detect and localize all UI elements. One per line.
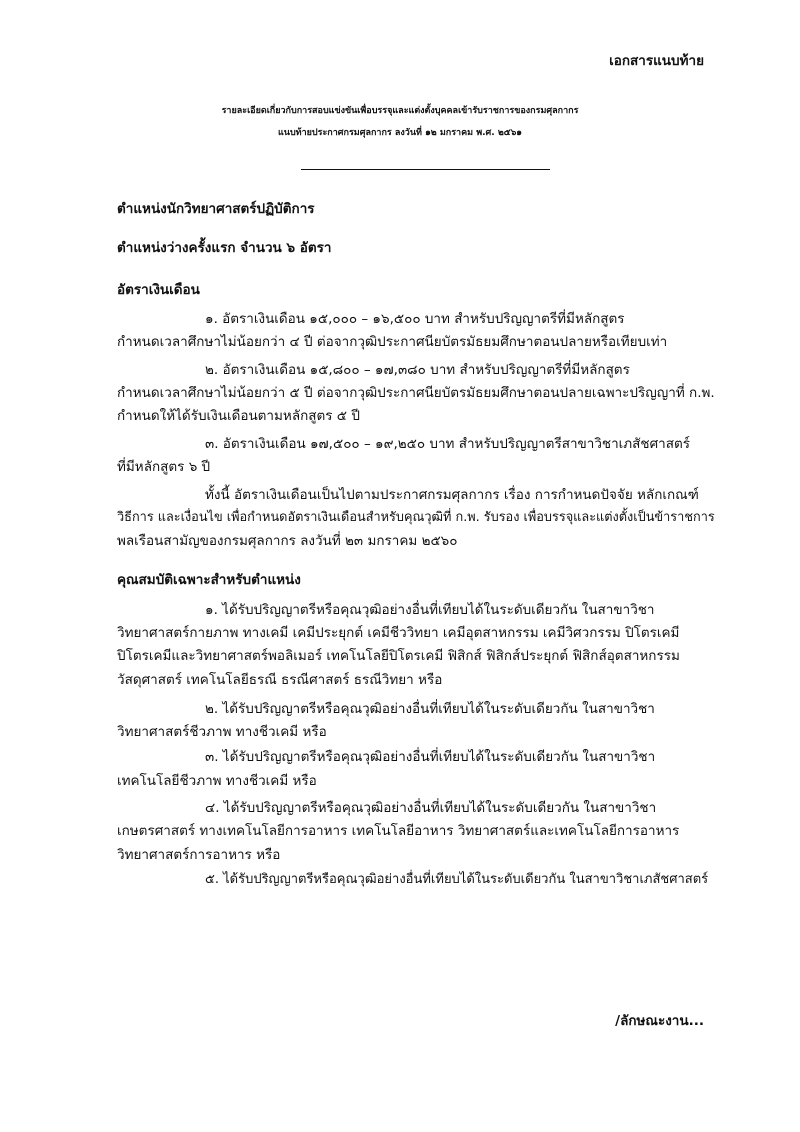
- salary-heading: อัตราเงินเดือน: [117, 282, 200, 298]
- continuation-note: /ลักษณะงาน...: [615, 1013, 704, 1029]
- title-line-1: รายละเอียดเกี่ยวกับการสอบแข่งขันเพื่อบรรจุและแต่งตั้งบุคคลเข้ารับราชการของกรมศุลกากร: [221, 106, 579, 116]
- qualifications-heading: คุณสมบัติเฉพาะสำหรับตำแหน่ง: [117, 572, 301, 588]
- salary-note-line-1: ทั้งนี้ อัตราเงินเดือนเป็นไปตามประกาศกรมศุลกากร เรื่อง การกำหนดปัจจัย หลักเกณฑ์: [205, 487, 699, 503]
- qualification-1-line-3: ปิโตรเคมีและวิทยาศาสตร์พอลิเมอร์ เทคโนโลยีปิโตรเคมี ฟิสิกส์ ฟิสิกส์ประยุกต์ ฟิสิกส์อุตสาหกรรม: [117, 648, 680, 664]
- qualification-4-line-1: ๔. ได้รับปริญญาตรีหรือคุณวุฒิอย่างอื่นที่เทียบได้ในระดับเดียวกัน ในสาขาวิชา: [205, 800, 657, 816]
- salary-note-line-3: พลเรือนสามัญของกรมศุลกากร ลงวันที่ ๒๓ มกราคม ๒๕๖๐: [117, 533, 458, 549]
- qualification-4-line-3: วิทยาศาสตร์การอาหาร หรือ: [117, 847, 281, 863]
- attachment-label: เอกสารแนบท้าย: [609, 53, 704, 69]
- vacancy-count: ตำแหน่งว่างครั้งแรก จำนวน ๖ อัตรา: [117, 240, 332, 256]
- salary-note-line-2: วิธีการ และเงื่อนไข เพื่อกำหนดอัตราเงินเดือนสำหรับคุณวุฒิที่ ก.พ. รับรอง เพื่อบรรจุและแต่งตั้งเป็นข้าราชการ: [117, 510, 715, 525]
- title-divider: [301, 169, 550, 170]
- qualification-2-line-1: ๒. ได้รับปริญญาตรีหรือคุณวุฒิอย่างอื่นที่เทียบได้ในระดับเดียวกัน ในสาขาวิชา: [205, 701, 655, 717]
- qualification-4-line-2: เกษตรศาสตร์ ทางเทคโนโลยีการอาหาร เทคโนโลยีอาหาร วิทยาศาสตร์และเทคโนโลยีการอาหาร: [117, 823, 680, 839]
- salary-item-1-line-1: ๑. อัตราเงินเดือน ๑๕,๐๐๐ – ๑๖,๕๐๐ บาท สำหรับปริญญาตรีที่มีหลักสูตร: [205, 311, 625, 327]
- salary-item-2-line-1: ๒. อัตราเงินเดือน ๑๕,๘๐๐ – ๑๗,๓๘๐ บาท สำหรับปริญญาตรีที่มีหลักสูตร: [205, 362, 630, 378]
- qualification-1-line-4: วัสดุศาสตร์ เทคโนโลยีธรณี ธรณีศาสตร์ ธรณีวิทยา หรือ: [117, 672, 443, 688]
- qualification-3-line-1: ๓. ได้รับปริญญาตรีหรือคุณวุฒิอย่างอื่นที่เทียบได้ในระดับเดียวกัน ในสาขาวิชา: [205, 749, 656, 765]
- salary-item-2-line-3: กำหนดให้ได้รับเงินเดือนตามหลักสูตร ๕ ปี: [117, 408, 360, 424]
- qualification-1-line-2: วิทยาศาสตร์กายภาพ ทางเคมี เคมีประยุกต์ เคมีชีววิทยา เคมีอุตสาหกรรม เคมีวิศวกรรม ปิโตรเคมี: [117, 625, 680, 641]
- position-name: ตำแหน่งนักวิทยาศาสตร์ปฏิบัติการ: [117, 201, 315, 217]
- salary-item-3-line-1: ๓. อัตราเงินเดือน ๑๗,๕๐๐ – ๑๙,๒๕๐ บาท สำหรับปริญญาตรีสาขาวิชาเภสัชศาสตร์: [205, 436, 690, 452]
- salary-item-1-line-2: กำหนดเวลาศึกษาไม่น้อยกว่า ๔ ปี ต่อจากวุฒิประกาศนียบัตรมัธยมศึกษาตอนปลายหรือเทียบเท่า: [117, 334, 668, 350]
- title-line-2: แนบท้ายประกาศกรมศุลกากร ลงวันที่ ๑๒ มกราคม พ.ศ. ๒๕๖๑: [278, 128, 522, 138]
- qualification-2-line-2: วิทยาศาสตร์ชีวภาพ ทางชีวเคมี หรือ: [117, 724, 327, 740]
- salary-item-2-line-2: กำหนดเวลาศึกษาไม่น้อยกว่า ๕ ปี ต่อจากวุฒิประกาศนียบัตรมัธยมศึกษาตอนปลายเฉพาะปริญญาที่ ก.พ.: [117, 385, 715, 401]
- qualification-3-line-2: เทคโนโลยีชีวภาพ ทางชีวเคมี หรือ: [117, 773, 317, 789]
- salary-item-3-line-2: ที่มีหลักสูตร ๖ ปี: [117, 459, 211, 475]
- qualification-5-line-1: ๕. ได้รับปริญญาตรีหรือคุณวุฒิอย่างอื่นที่เทียบได้ในระดับเดียวกัน ในสาขาวิชาเภสัชศาสตร์: [205, 872, 709, 887]
- qualification-1-line-1: ๑. ได้รับปริญญาตรีหรือคุณวุฒิอย่างอื่นที่เทียบได้ในระดับเดียวกัน ในสาขาวิชา: [205, 602, 655, 618]
